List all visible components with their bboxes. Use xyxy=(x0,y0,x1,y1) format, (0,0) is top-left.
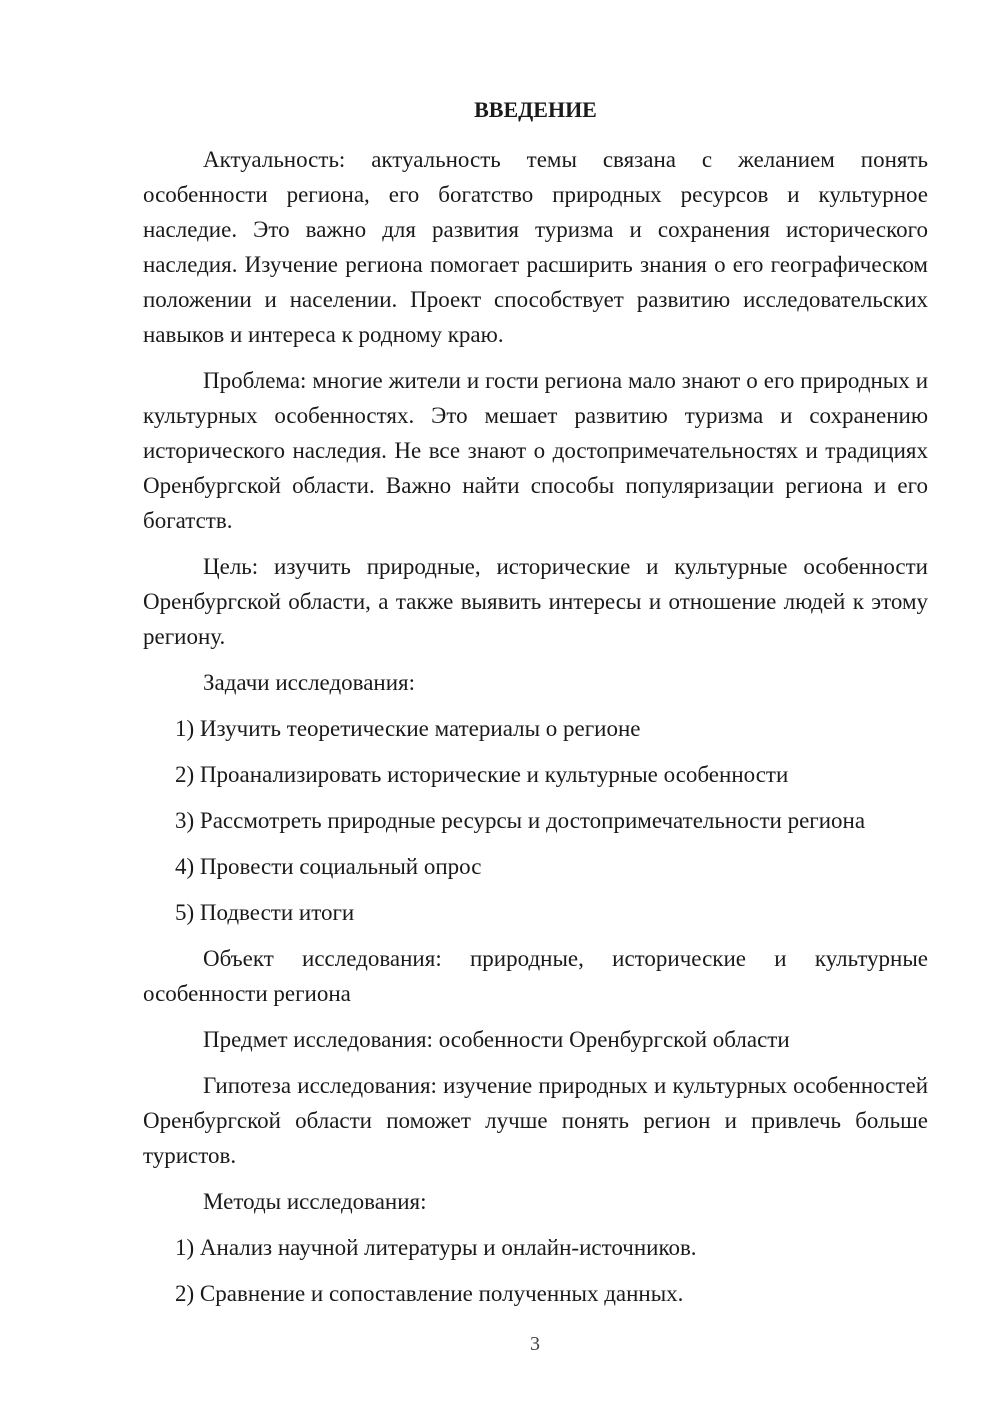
document-body xyxy=(143,94,928,1322)
task-item: 1) Изучить теоретические материалы о регионе xyxy=(175,716,641,741)
goal-paragraph: Цель: изучить природные, исторические и культурные особенности Оренбургской области, а также выявить интересы и отношение людей к этому региону. xyxy=(143,554,928,649)
hypothesis-paragraph: Гипотеза исследования: изучение природных и культурных особенностей Оренбургской области поможет лучше понять регион и привлечь больше туристов. xyxy=(143,1073,928,1168)
subject-paragraph: Предмет исследования: особенности Оренбургской области xyxy=(203,1027,790,1052)
object-paragraph: Объект исследования: природные, исторические и культурные особенности региона xyxy=(143,946,928,1006)
page-title: ВВЕДЕНИЕ xyxy=(474,97,597,122)
task-item: 5) Подвести итоги xyxy=(175,900,355,925)
method-item: 1) Анализ научной литературы и онлайн-источников. xyxy=(175,1235,697,1260)
method-item: 2) Сравнение и сопоставление полученных данных. xyxy=(175,1281,684,1306)
tasks-heading: Задачи исследования: xyxy=(203,670,416,695)
relevance-paragraph: Актуальность: актуальность темы связана с желанием понять особенности региона, его богатство природных ресурсов и культурное наследие. Это важно для развития туризма и сохранения исторического наследия. Изучение региона помогает расширить знания о его географическом положении и населении. Проект способствует развитию исследовательских навыков и интереса к родному краю. xyxy=(143,147,928,347)
page-number: 3 xyxy=(530,1333,540,1355)
task-item: 4) Провести социальный опрос xyxy=(175,854,482,879)
problem-paragraph: Проблема: многие жители и гости региона мало знают о его природных и культурных особенностях. Это мешает развитию туризма и сохранению исторического наследия. Не все знают о достопримечательностях и традициях Оренбургской области. Важно найти способы популяризации региона и его богатств. xyxy=(143,368,928,533)
task-item: 2) Проанализировать исторические и культурные особенности xyxy=(175,762,789,787)
task-item: 3) Рассмотреть природные ресурсы и достопримечательности региона xyxy=(175,808,866,833)
methods-heading: Методы исследования: xyxy=(203,1189,427,1214)
